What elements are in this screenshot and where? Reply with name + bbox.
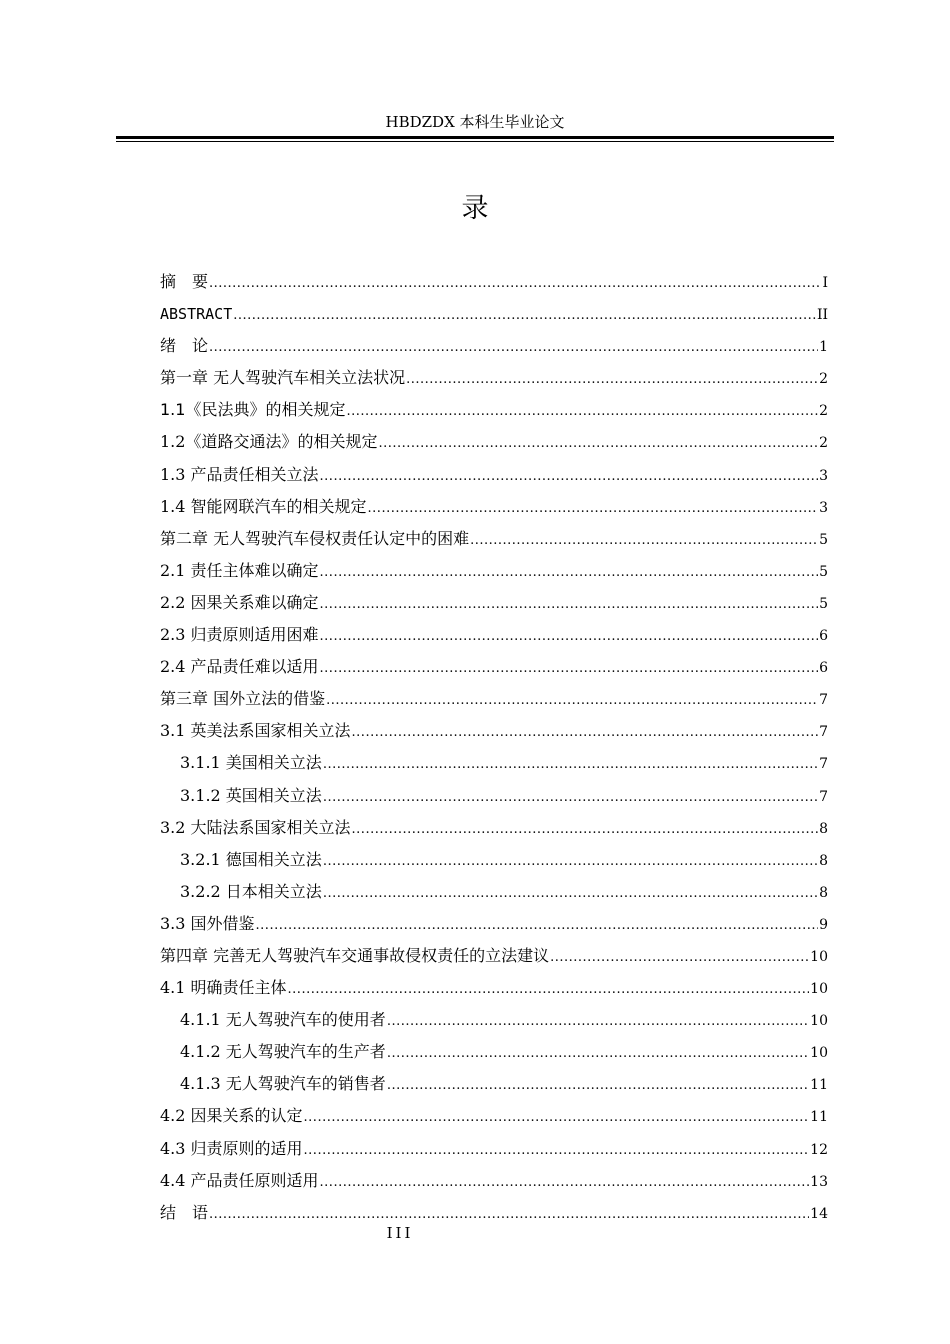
toc-entry-label: 2.3 归责原则适用困难 <box>160 625 319 645</box>
toc-entry-page: 10 <box>810 981 828 998</box>
toc-entry-label: 4.1.1 无人驾驶汽车的使用者 <box>180 1010 386 1030</box>
toc-entry-label: 绪 论 <box>160 336 209 356</box>
toc-leader-dots <box>406 364 818 394</box>
header-rule-thick <box>116 136 834 139</box>
toc-entry-label: 4.1.2 无人驾驶汽车的生产者 <box>180 1042 386 1062</box>
toc-entry-page: 7 <box>819 756 828 773</box>
toc-leader-dots <box>387 1038 809 1068</box>
toc-leader-dots <box>352 814 819 844</box>
toc-entry-label: 第一章 无人驾驶汽车相关立法状况 <box>160 368 406 388</box>
table-of-contents <box>160 266 828 1229</box>
toc-entry-page: 10 <box>810 1045 828 1062</box>
header-rule-thin <box>116 141 834 142</box>
toc-entry-label: 1.3 产品责任相关立法 <box>160 464 319 484</box>
toc-leader-dots <box>323 878 818 908</box>
toc-entry-label: 1.2《道路交通法》的相关规定 <box>160 432 378 452</box>
page-title: 录 <box>461 193 489 224</box>
toc-entry-page: 3 <box>819 499 828 516</box>
toc-entry-label: ABSTRACT <box>160 305 233 324</box>
toc-entry-page: 5 <box>819 563 828 580</box>
toc-entry-label: 4.1.3 无人驾驶汽车的销售者 <box>180 1074 386 1094</box>
toc-entry-page: 6 <box>819 660 828 677</box>
toc-entry-label: 2.4 产品责任难以适用 <box>160 657 319 677</box>
toc-leader-dots <box>320 621 819 651</box>
toc-entry-page: 2 <box>819 435 828 452</box>
toc-leader-dots <box>320 461 819 491</box>
toc-leader-dots <box>320 557 819 587</box>
toc-entry-page: 1 <box>819 339 828 356</box>
toc-entry[interactable] <box>160 780 828 812</box>
toc-entry[interactable] <box>160 972 828 1004</box>
toc-entry-label: 3.3 国外借鉴 <box>160 913 255 933</box>
toc-leader-dots <box>320 589 819 619</box>
toc-entry-page: 2 <box>819 403 828 420</box>
toc-leader-dots <box>352 717 819 747</box>
toc-entry-label: 结 语 <box>160 1202 209 1222</box>
toc-entry[interactable] <box>160 683 828 715</box>
toc-entry[interactable] <box>160 940 828 972</box>
toc-leader-dots <box>387 1006 809 1036</box>
toc-entry-label: 第四章 完善无人驾驶汽车交通事故侵权责任的立法建议 <box>160 945 550 965</box>
toc-entry[interactable] <box>160 362 828 394</box>
toc-entry-page: 7 <box>819 788 828 805</box>
toc-entry[interactable] <box>160 1100 828 1132</box>
page-number: III <box>386 1224 414 1242</box>
toc-entry-label: 3.1.1 美国相关立法 <box>180 753 322 773</box>
toc-entry[interactable] <box>160 555 828 587</box>
toc-entry[interactable] <box>160 651 828 683</box>
toc-entry[interactable] <box>160 426 828 458</box>
toc-entry-page: 8 <box>819 852 828 869</box>
toc-entry[interactable] <box>160 491 828 523</box>
running-header: HBDZDX 本科生毕业论文 <box>385 113 565 131</box>
toc-entry-label: 1.1《民法典》的相关规定 <box>160 400 346 420</box>
toc-entry-page: 2 <box>819 371 828 388</box>
toc-leader-dots <box>326 685 818 715</box>
toc-leader-dots <box>323 749 818 779</box>
toc-entry-page: 10 <box>810 948 828 965</box>
toc-entry-page: 5 <box>819 595 828 612</box>
toc-leader-dots <box>378 428 818 458</box>
toc-entry-page: 14 <box>810 1205 828 1222</box>
toc-entry-label: 3.2.1 德国相关立法 <box>180 849 322 869</box>
toc-entry-label: 3.2.2 日本相关立法 <box>180 881 322 901</box>
toc-entry-label: 4.2 因果关系的认定 <box>160 1106 303 1126</box>
toc-entry-page: 12 <box>810 1141 828 1158</box>
toc-entry-page: 9 <box>819 916 828 933</box>
toc-entry[interactable] <box>160 908 828 940</box>
toc-leader-dots <box>304 1135 810 1165</box>
toc-entry-page: 11 <box>810 1109 828 1126</box>
toc-entry[interactable] <box>160 587 828 619</box>
toc-entry-label: 3.2 大陆法系国家相关立法 <box>160 817 351 837</box>
toc-entry-page: 7 <box>819 692 828 709</box>
toc-leader-dots <box>256 910 819 940</box>
toc-entry[interactable] <box>160 523 828 555</box>
toc-entry-page: 8 <box>819 820 828 837</box>
toc-entry-label: 摘 要 <box>160 272 209 291</box>
toc-leader-dots <box>387 1070 809 1100</box>
toc-leader-dots <box>304 1102 810 1132</box>
toc-entry-label: 第三章 国外立法的借鉴 <box>160 689 326 709</box>
toc-entry[interactable] <box>160 330 828 362</box>
toc-entry-page: 5 <box>819 531 828 548</box>
toc-leader-dots <box>323 846 818 876</box>
toc-entry-label: 3.1.2 英国相关立法 <box>180 785 322 805</box>
toc-entry[interactable] <box>160 1036 828 1068</box>
toc-entry-page: 13 <box>810 1173 828 1190</box>
toc-entry-label: 2.1 责任主体难以确定 <box>160 560 319 580</box>
toc-leader-dots <box>368 493 819 523</box>
toc-entry[interactable] <box>160 1004 828 1036</box>
toc-entry-label: 2.2 因果关系难以确定 <box>160 592 319 612</box>
toc-entry-page: 11 <box>810 1077 828 1094</box>
toc-leader-dots <box>288 974 810 1004</box>
toc-entry-label: 4.1 明确责任主体 <box>160 978 287 998</box>
toc-entry[interactable] <box>160 394 828 426</box>
toc-entry[interactable] <box>160 266 828 298</box>
toc-leader-dots <box>550 942 809 972</box>
toc-leader-dots <box>470 525 818 555</box>
toc-entry-label: 1.4 智能网联汽车的相关规定 <box>160 496 367 516</box>
toc-entry[interactable] <box>160 1133 828 1165</box>
toc-entry-page: II <box>816 307 828 324</box>
toc-entry[interactable] <box>160 298 828 330</box>
toc-entry[interactable] <box>160 1165 828 1197</box>
toc-entry-label: 4.4 产品责任原则适用 <box>160 1170 319 1190</box>
toc-leader-dots <box>320 653 819 683</box>
toc-leader-dots <box>323 782 818 812</box>
toc-entry[interactable] <box>160 459 828 491</box>
toc-leader-dots <box>233 300 816 330</box>
toc-entry[interactable] <box>160 1068 828 1100</box>
toc-entry-label: 4.3 归责原则的适用 <box>160 1138 303 1158</box>
toc-entry-page: 10 <box>810 1013 828 1030</box>
toc-entry-page: 8 <box>819 884 828 901</box>
toc-entry[interactable] <box>160 747 828 779</box>
toc-entry-page: 6 <box>819 628 828 645</box>
toc-leader-dots <box>209 268 821 298</box>
toc-entry[interactable] <box>160 715 828 747</box>
toc-entry-page: 7 <box>819 724 828 741</box>
toc-entry[interactable] <box>160 876 828 908</box>
toc-entry[interactable] <box>160 812 828 844</box>
toc-leader-dots <box>209 332 818 362</box>
toc-entry-page: I <box>822 275 828 291</box>
toc-leader-dots <box>320 1167 810 1197</box>
toc-entry[interactable] <box>160 619 828 651</box>
toc-leader-dots <box>346 396 818 426</box>
toc-entry-label: 第二章 无人驾驶汽车侵权责任认定中的困难 <box>160 528 470 548</box>
toc-entry-page: 3 <box>819 467 828 484</box>
toc-entry[interactable] <box>160 844 828 876</box>
toc-entry-label: 3.1 英美法系国家相关立法 <box>160 721 351 741</box>
